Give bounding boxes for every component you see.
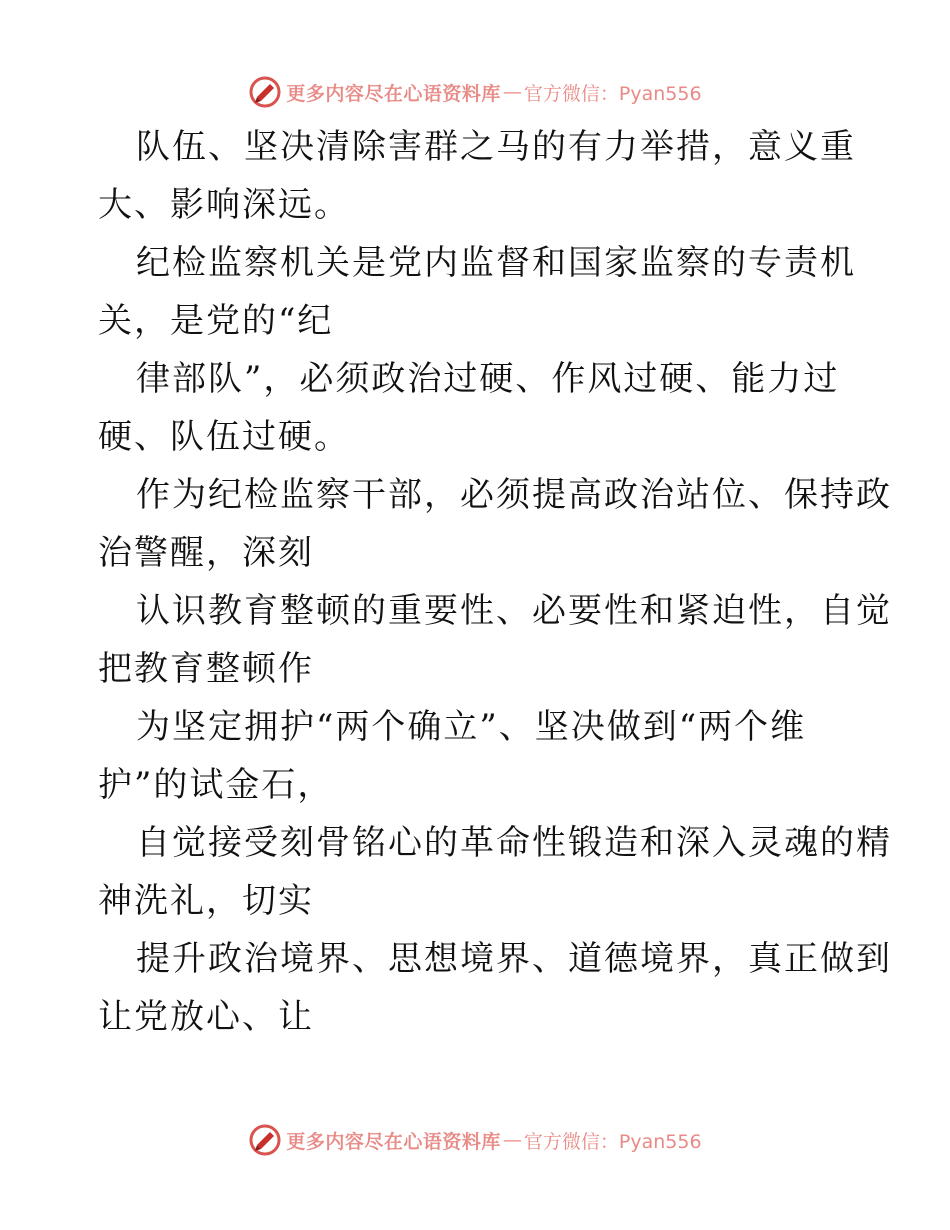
- text-line: 把教育整顿作: [98, 649, 314, 689]
- footer-wechat-text: 官方微信：Pyan556: [523, 1130, 702, 1153]
- text-line: 硬、队伍过硬。: [98, 417, 350, 457]
- logo-icon: [248, 1123, 282, 1157]
- text-line: 大、影响深远。: [98, 185, 350, 225]
- text-line: 让党放心、让: [98, 997, 314, 1037]
- text-line: 关，是党的“纪: [98, 301, 334, 341]
- footer-watermark: [0, 1120, 950, 1160]
- footer-site-text: 更多内容尽在心语资料库: [286, 1130, 501, 1153]
- text-line: 队伍、坚决清除害群之马的有力举措，意义重: [136, 127, 856, 167]
- text-line: 律部队”，必须政治过硬、作风过硬、能力过: [136, 359, 840, 399]
- logo-icon: [248, 75, 282, 109]
- text-line: 作为纪检监察干部，必须提高政治站位、保持政: [136, 475, 892, 515]
- text-line: 纪检监察机关是党内监督和国家监察的专责机: [136, 243, 856, 283]
- text-line: 护”的试金石，: [98, 765, 334, 805]
- document-body: [98, 118, 892, 1046]
- text-line: 提升政治境界、思想境界、道德境界，真正做到: [136, 939, 892, 979]
- header-wechat-text: 官方微信：Pyan556: [523, 82, 702, 105]
- text-line: 治警醒，深刻: [98, 533, 314, 573]
- text-line: 为坚定拥护“两个确立”、坚决做到“两个维: [136, 707, 807, 747]
- text-line: 认识教育整顿的重要性、必要性和紧迫性，自觉: [136, 591, 892, 631]
- footer-separator: —: [502, 1129, 522, 1151]
- text-line: 自觉接受刻骨铭心的革命性锻造和深入灵魂的精: [136, 823, 892, 863]
- header-separator: —: [502, 81, 522, 103]
- header-site-text: 更多内容尽在心语资料库: [286, 82, 501, 105]
- text-line: 神洗礼，切实: [98, 881, 314, 921]
- header-watermark: [0, 72, 950, 112]
